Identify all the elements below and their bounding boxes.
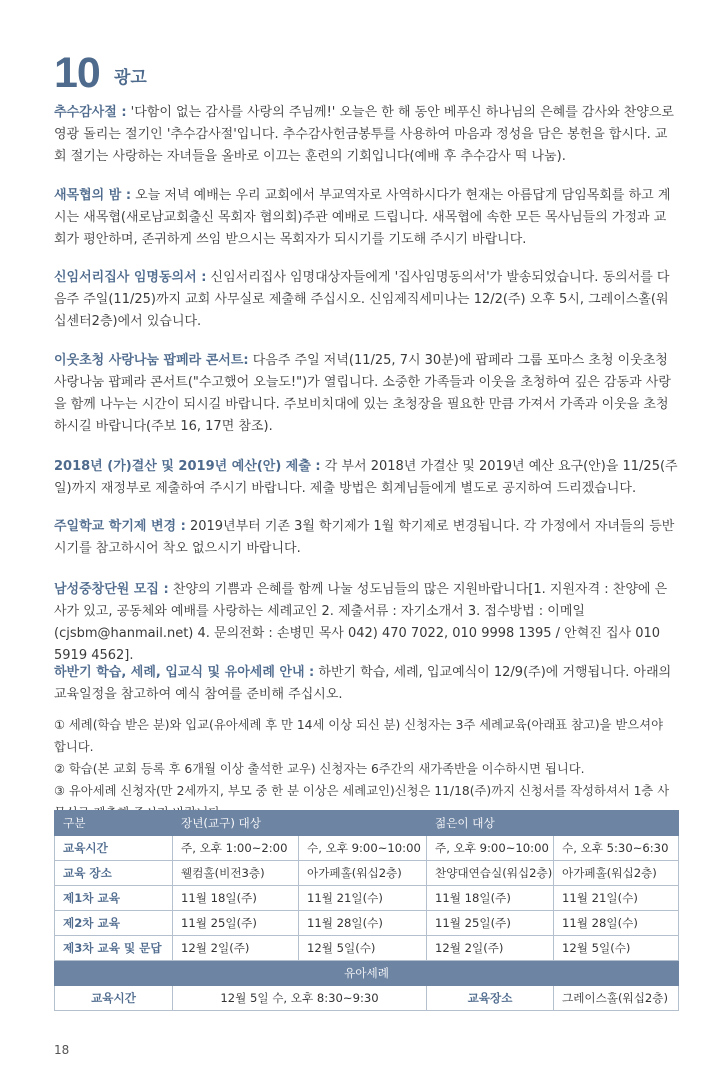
row-label: 교육 장소: [55, 861, 173, 886]
page-number: 18: [54, 1043, 70, 1057]
notice-title: 남성중창단원 모집 :: [54, 582, 169, 597]
infant-baptism-row: [55, 986, 679, 1011]
table-row: [55, 836, 679, 861]
baptism-item: ① 세례(학습 받은 분)와 입교(유아세례 후 만 14세 이상 되신 분) 신청자는 3주 세례교육(아래표 참고)을 받으셔야 합니다.: [54, 718, 663, 754]
notice-popera-concert: [54, 350, 678, 438]
notice-body: 오늘 저녁 예배는 우리 교회에서 부교역자로 사역하시다가 현재는 아름답게 담임목회를 하고 계시는 새목협(새로남교회출신 목회자 협의회)주관 예배로 드립니다. 새목협에 속한 모든 목사님들의 가정과 교회가 평안하며, 존귀하게 쓰임 받으시는 목회자가 되시기를 기도해 주시기 바랍니다.: [54, 188, 671, 247]
table-cell: 12월 5일(수): [554, 936, 679, 961]
notice-pastors-night: [54, 185, 678, 251]
notice-body: 각 부서 2018년 가결산 및 2019년 예산 요구(안)을 11/25(주일)까지 재정부로 제출하여 주시기 바랍니다. 제출 방법은 회계님들에게 별도로 공지하여 드리겠습니다.: [54, 459, 678, 496]
table-cell: 12월 2일(주): [427, 936, 554, 961]
notice-male-choir: [54, 579, 678, 667]
notice-body: 하반기 학습, 세례, 입교예식이 12/9(주)에 거행됩니다. 아래의 교육일정을 참고하여 예식 참여를 준비해 주십시오.: [54, 665, 672, 702]
infant-baptism-header-row: [55, 961, 679, 986]
table-cell: 아가페홀(워십2층): [554, 861, 679, 886]
notice-deacon-consent: [54, 267, 678, 333]
notice-body: 2019년부터 기존 3월 학기제가 1월 학기제로 변경됩니다. 각 가정에서 자녀들의 등반 시기를 참고하시어 착오 없으시기 바랍니다.: [54, 519, 675, 556]
baptism-item: ③ 유아세례 신청자(만 2세까지, 부모 중 한 분 이상은 세례교인)신청은 11/18(주)까지 신청서를 작성하셔서 1층 사: [54, 784, 670, 798]
table-cell: 그레이스홀(워십2층): [554, 986, 679, 1011]
notice-body: 다음주 주일 저녁(11/25, 7시 30분)에 팝페라 그룹 포마스 초청 이웃초청 사랑나눔 팝페라 콘서트("수고했어 오늘도!")가 열립니다. 소중한 가족들과 이웃을 초청하여 깊은 감동과 사랑을 함께 나누는 시간이 되시길 바랍니다. 주보비치대에 있는 초청장을 필요한 만큼 가져서 가족과 이웃을 초청하시길 바랍니다(주보 16, 17면 참조).: [54, 353, 671, 434]
table-cell: 주, 오후 1:00~2:00: [173, 836, 299, 861]
notice-school-semester: [54, 516, 678, 560]
row-label: 제3차 교육 및 문답: [55, 936, 173, 961]
row-label: 교육시간: [55, 836, 173, 861]
notice-budget: [54, 456, 678, 500]
notice-baptism: [54, 662, 678, 706]
table-cell: 아가페홀(워십2층): [299, 861, 427, 886]
row-label: 제1차 교육: [55, 886, 173, 911]
table-cell: 11월 18일(주): [427, 886, 554, 911]
notice-title: 2018년 (가)결산 및 2019년 예산(안) 제출 :: [54, 459, 321, 474]
table-cell: 11월 18일(주): [173, 886, 299, 911]
table-header: 젊은이 대상: [427, 811, 679, 836]
table-cell: 수, 오후 5:30~6:30: [554, 836, 679, 861]
notice-title: 이웃초청 사랑나눔 팝페라 콘서트:: [54, 353, 249, 368]
baptism-items: [54, 714, 678, 824]
notice-title: 새목협의 밤 :: [54, 188, 132, 203]
section-category: 광고: [114, 68, 147, 88]
table-cell: 12월 5일(수): [299, 936, 427, 961]
table-row: [55, 936, 679, 961]
table-header: 장년(교구) 대상: [173, 811, 427, 836]
notice-title: 신임서리집사 임명동의서 :: [54, 270, 207, 285]
section-number: 10: [54, 49, 100, 97]
table-cell: 11월 21일(수): [554, 886, 679, 911]
row-label: 제2차 교육: [55, 911, 173, 936]
notice-title: 추수감사절 :: [54, 105, 127, 120]
row-label: 교육시간: [55, 986, 173, 1011]
table-cell: 11월 28일(수): [299, 911, 427, 936]
table-cell: 찬양대연습실(워십2층): [427, 861, 554, 886]
table-header-row: [55, 811, 679, 836]
table-cell: 11월 28일(수): [554, 911, 679, 936]
table-header: 구분: [55, 811, 173, 836]
notice-body: 신임서리집사 임명대상자들에게 '집사임명동의서'가 발송되었습니다. 동의서를 다음주 주일(11/25)까지 교회 사무실로 제출해 주십시오. 신임제직세미나는 12/2(주) 오후 5시, 그레이스홀(워십센터2층)에서 있습니다.: [54, 270, 670, 329]
notice-title: 주일학교 학기제 변경 :: [54, 519, 186, 534]
table-row: [55, 911, 679, 936]
table-cell: 11월 21일(수): [299, 886, 427, 911]
table-cell: 주, 오후 9:00~10:00: [427, 836, 554, 861]
table-cell: 수, 오후 9:00~10:00: [299, 836, 427, 861]
notice-title: 하반기 학습, 세례, 입교식 및 유아세례 안내 :: [54, 665, 315, 680]
notice-body: 찬양의 기쁨과 은혜를 함께 나눌 성도님들의 많은 지원바랍니다[1. 지원자격 : 찬양에 은사가 있고, 공동체와 예배를 사랑하는 세례교인 2. 제출서류 : 자기소개서 3. 접수방법 : 이메일(cjsbm@hanmail.net) 4. 문의전화 : 손병민 목사 042) 470 7022, 010 9998 1395 / 안혁진 집사 010 5919 4562].: [54, 582, 668, 663]
table-row: [55, 886, 679, 911]
baptism-item: ② 학습(본 교회 등록 후 6개월 이상 출석한 교우) 신청자는 6주간의 새가족반을 이수하시면 됩니다.: [54, 762, 585, 776]
notice-body: '다함이 없는 감사를 사랑의 주님께!' 오늘은 한 해 동안 베푸신 하나님의 은혜를 감사와 찬양으로 영광 돌리는 절기인 '추수감사절'입니다. 추수감사헌금봉투를 사용하여 마음과 정성을 담은 봉헌을 합시다. 교회 절기는 사랑하는 자녀들을 올바로 이끄는 훈련의 기회입니다(예배 후 추수감사 떡 나눔).: [54, 105, 674, 164]
notice-thanksgiving: [54, 102, 678, 168]
table-row: [55, 861, 679, 886]
infant-baptism-header: 유아세례: [55, 961, 679, 986]
table-cell: 12월 5일 수, 오후 8:30~9:30: [173, 986, 427, 1011]
table-cell: 웰컴홀(비전3층): [173, 861, 299, 886]
table-cell: 11월 25일(주): [173, 911, 299, 936]
table-cell: 12월 2일(주): [173, 936, 299, 961]
table-cell: 11월 25일(주): [427, 911, 554, 936]
education-schedule-table: [54, 810, 679, 1011]
row-label: 교육장소: [427, 986, 554, 1011]
